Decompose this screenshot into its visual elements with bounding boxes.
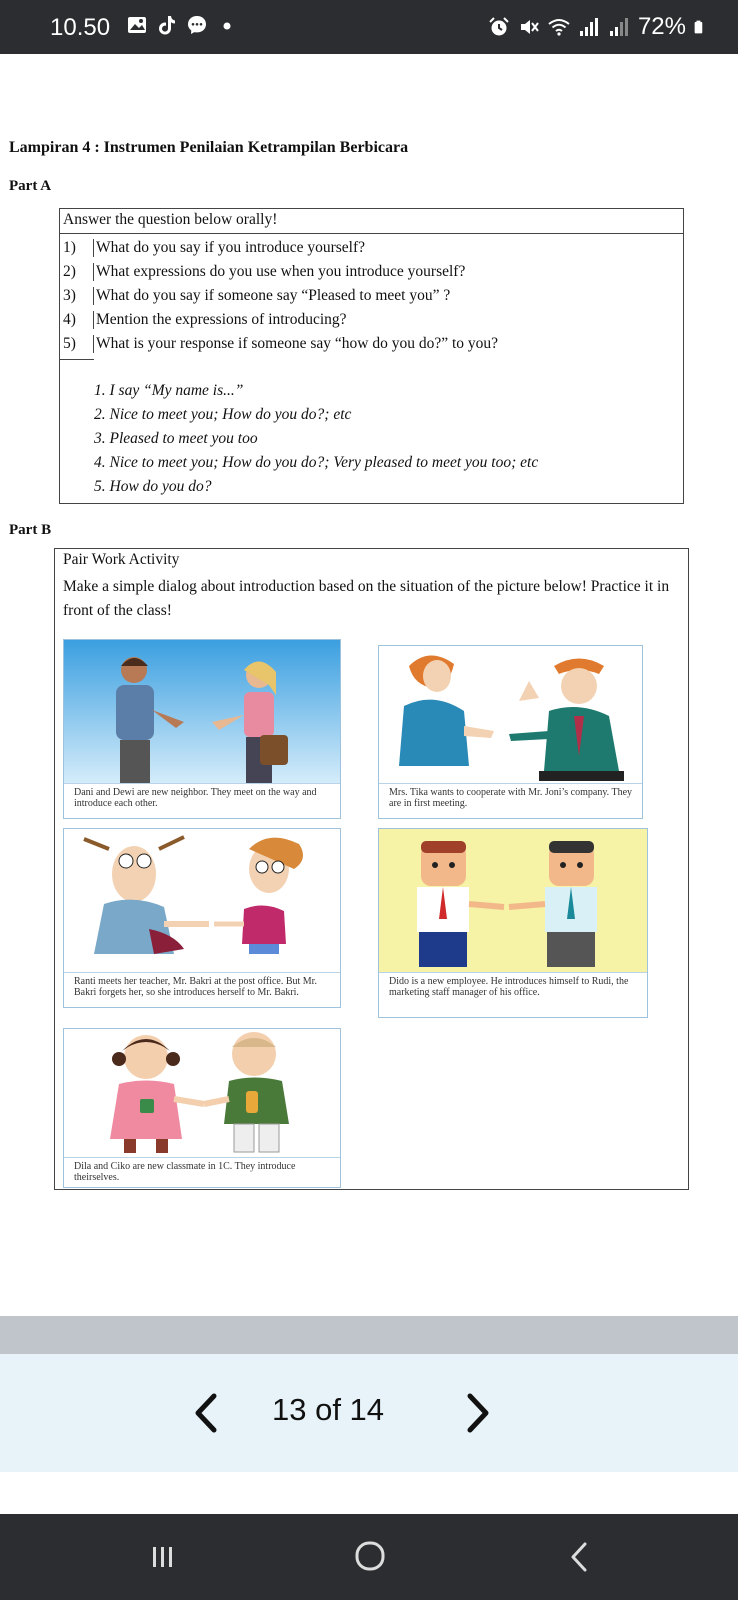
- page-indicator: 13 of 14: [272, 1392, 385, 1427]
- part-b-label: Part B: [9, 522, 52, 538]
- battery-icon: [694, 16, 708, 38]
- card-caption: Ranti meets her teacher, Mr. Bakri at the post office. But Mr. Bakri forgets her, so she introduces herself to Mr. Bakri.: [74, 976, 317, 998]
- question-text: What do you say if someone say “Pleased to meet you” ?: [96, 287, 451, 304]
- page-separator: [0, 1316, 738, 1354]
- card-caption: Mrs. Tika wants to cooperate with Mr. Joni’s company. They are in first meeting.: [389, 787, 633, 809]
- recent-apps-icon[interactable]: [150, 1542, 176, 1572]
- question-text: What expressions do you use when you introduce yourself?: [96, 263, 466, 280]
- question-number: 1): [60, 239, 94, 257]
- signal-icon: [578, 16, 600, 38]
- illustration-office-employees: [379, 829, 647, 972]
- signal-icon: [608, 16, 630, 38]
- page-navigator: [0, 1354, 738, 1472]
- part-b-title: Pair Work Activity: [63, 551, 180, 568]
- status-time: 10.50: [50, 14, 111, 41]
- answer-line: 3. Pleased to meet you too: [94, 430, 258, 447]
- gallery-icon: [126, 14, 148, 36]
- answer-line: 4. Nice to meet you; How do you do?; Very pleased to meet you too; etc: [94, 454, 539, 471]
- part-b-instruction: Make a simple dialog about introduction based on the situation of the picture below! Practice it in front of the class!: [63, 578, 670, 619]
- situation-card: [378, 828, 648, 1018]
- question-row: [60, 335, 498, 353]
- wifi-icon: [548, 16, 570, 38]
- answer-line: 2. Nice to meet you; How do you do?; etc: [94, 406, 352, 423]
- question-row: [60, 239, 365, 257]
- card-caption: Dila and Ciko are new classmate in 1C. They introduce theirselves.: [74, 1161, 296, 1183]
- back-icon[interactable]: [568, 1540, 590, 1574]
- question-number: 4): [60, 311, 94, 329]
- page-heading: Lampiran 4 : Instrumen Penilaian Ketrampilan Berbicara: [9, 139, 409, 156]
- mute-icon: [518, 16, 540, 38]
- battery-percent: 72%: [637, 13, 686, 40]
- question-number: 3): [60, 287, 94, 305]
- situation-card: [63, 828, 341, 1008]
- dot-icon: [216, 14, 238, 36]
- situation-card: [63, 639, 341, 819]
- illustration-business-meeting: [379, 646, 642, 783]
- question-number: 2): [60, 263, 94, 281]
- part-a-box: [59, 208, 684, 504]
- status-bar: [0, 0, 738, 54]
- chevron-left-icon[interactable]: [186, 1388, 226, 1438]
- tiktok-icon: [156, 14, 178, 36]
- answer-line: 5. How do you do?: [94, 478, 212, 495]
- system-nav-bar: [0, 1514, 738, 1600]
- question-row: [60, 287, 450, 305]
- question-row: [60, 263, 465, 281]
- illustration-classmates: [64, 1029, 340, 1157]
- question-text: What do you say if you introduce yourself?: [96, 239, 366, 256]
- messenger-icon: [186, 14, 208, 36]
- card-caption: Dani and Dewi are new neighbor. They meet on the way and introduce each other.: [74, 787, 317, 809]
- card-caption: Dido is a new employee. He introduces himself to Rudi, the marketing staff manager of his office.: [389, 976, 629, 998]
- part-a-instruction: Answer the question below orally!: [63, 211, 278, 228]
- question-row: [60, 311, 347, 329]
- question-number: 5): [60, 335, 94, 353]
- alarm-icon: [488, 16, 510, 38]
- illustration-post-office: [64, 829, 340, 972]
- illustration-neighbors: [64, 640, 340, 783]
- situation-card: [378, 645, 643, 819]
- question-text: What is your response if someone say “how do you do?” to you?: [96, 335, 499, 352]
- situation-card: [63, 1028, 341, 1188]
- chevron-right-icon[interactable]: [458, 1388, 498, 1438]
- part-a-label: Part A: [9, 178, 52, 194]
- answer-line: 1. I say “My name is...”: [94, 382, 244, 399]
- home-icon[interactable]: [354, 1540, 386, 1572]
- question-text: Mention the expressions of introducing?: [96, 311, 347, 328]
